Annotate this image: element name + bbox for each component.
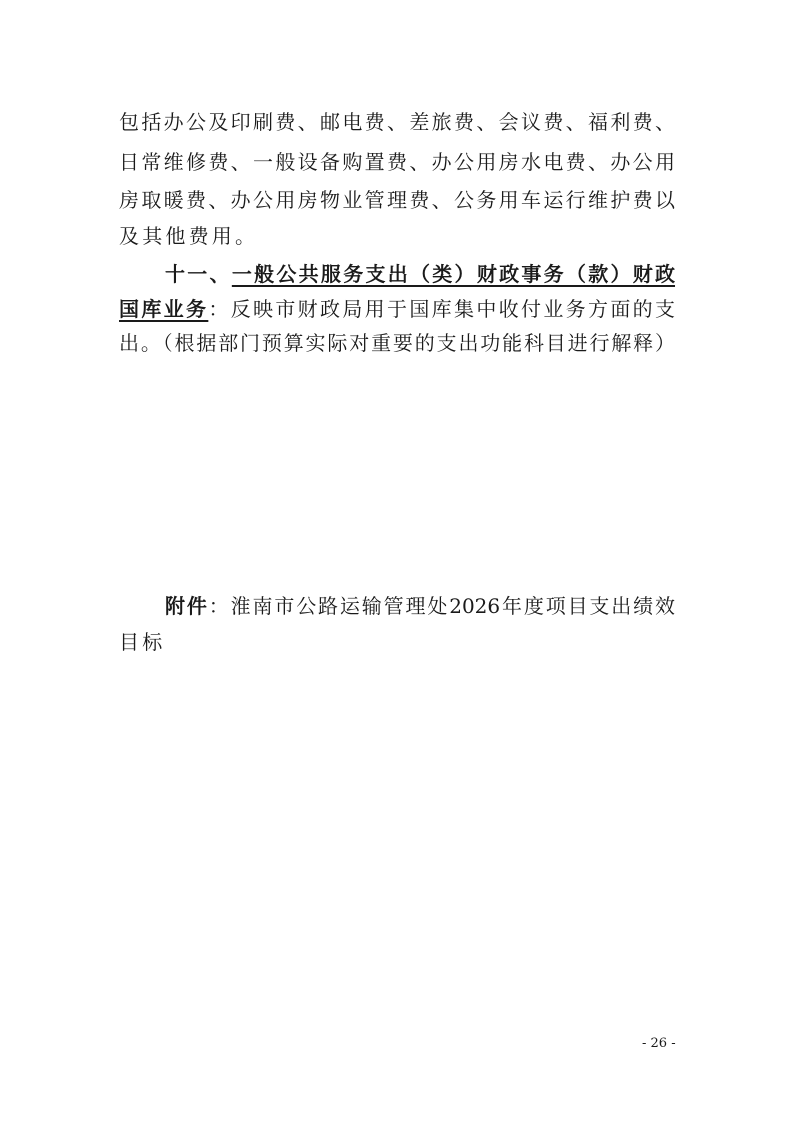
text-span: 包括办公及印刷费、邮电费、差旅费、会议费、福利费、 <box>119 110 675 134</box>
attachment-label: 附件 <box>165 594 209 618</box>
text-span: 及其他费用。 <box>119 224 259 248</box>
body-text-line <box>119 150 675 174</box>
text-span: 日常维修费、一般设备购置费、办公用房水电费、办公用 <box>119 150 675 174</box>
text-span: 反映市财政局用于国库集中收付业务方面的支 <box>230 297 676 321</box>
section-title-continued: 国库业务 <box>119 297 209 321</box>
section-heading-line <box>165 262 675 286</box>
text-span: 房取暖费、办公用房物业管理费、公务用车运行维护费以 <box>119 188 675 212</box>
attachment-line <box>165 594 675 618</box>
text-span: 出。（根据部门预算实际对重要的支出功能科目进行解释） <box>119 331 675 355</box>
body-text-line <box>119 331 675 355</box>
body-text-line <box>119 110 675 134</box>
attachment-line <box>119 630 165 654</box>
attachment-title-continued: 目标 <box>119 630 166 654</box>
colon: ： <box>208 297 231 321</box>
body-text-line <box>119 188 675 212</box>
section-number: 十一、 <box>165 262 232 286</box>
section-title: 一般公共服务支出（类）财政事务（款）财政 <box>231 262 676 286</box>
attachment-title: 淮南市公路运输管理处2026年度项目支出绩效 <box>230 594 676 618</box>
body-text-line <box>119 224 258 248</box>
colon: ： <box>208 594 231 618</box>
body-text-line <box>119 297 675 321</box>
page-number: - 26 - <box>642 1036 676 1051</box>
